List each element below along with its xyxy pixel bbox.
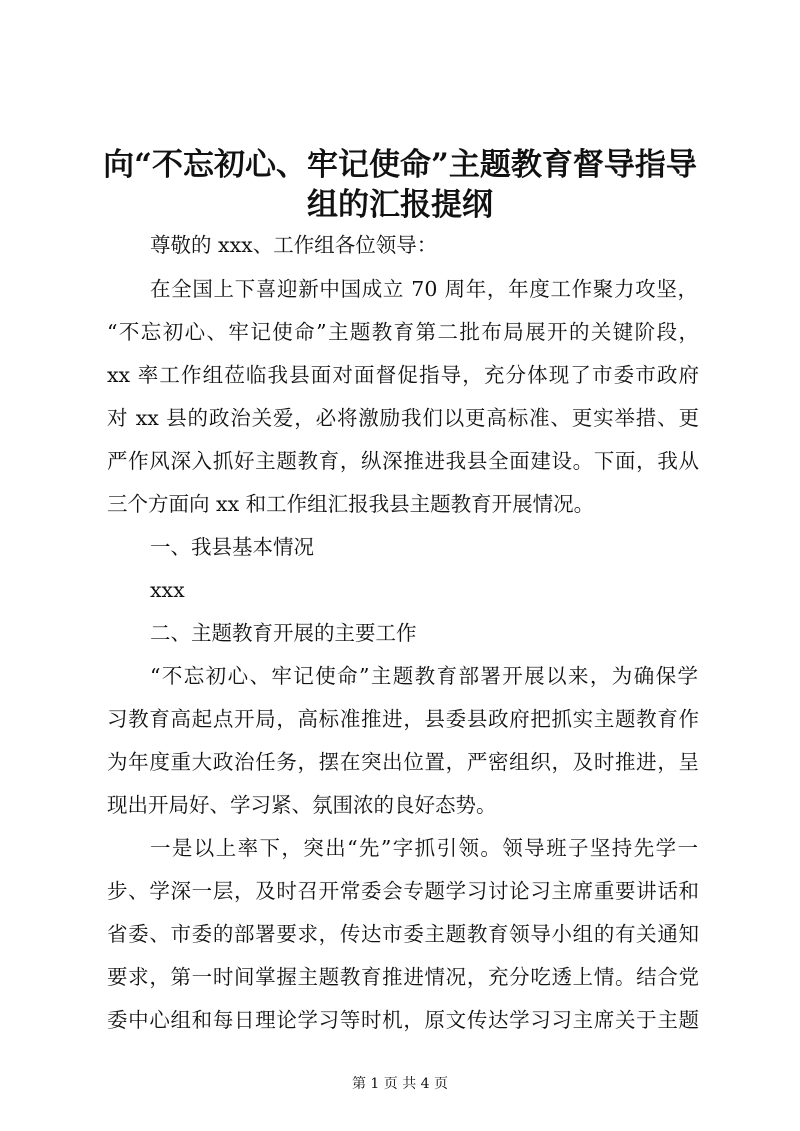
paragraph-line: 在全国上下喜迎新中国成立 70 周年，年度工作聚力攻坚， <box>150 277 698 301</box>
paragraph-line: 要求，第一时间掌握主题教育推进情况，充分吃透上情。结合党 <box>107 965 699 989</box>
paragraph-line: 步、学深一层，及时召开常委会专题学习讨论习主席重要讲话和 <box>107 879 699 903</box>
paragraph-line: 一是以上率下，突出“先”字抓引领。领导班子坚持先学一 <box>150 836 698 860</box>
salutation: 尊敬的 xxx、工作组各位领导： <box>150 233 438 257</box>
paragraph-line: 委中心组和每日理论学习等时机，原文传达学习习主席关于主题 <box>107 1008 699 1032</box>
paragraph-line: 为年度重大政治任务，摆在突出位置，严密组织，及时推进，呈 <box>107 750 699 774</box>
paragraph-line: 习教育高起点开局，高标准推进，县委县政府把抓实主题教育作 <box>107 707 699 731</box>
paragraph-line: “不忘初心、牢记使命”主题教育第二批布局展开的关键阶段， <box>107 320 699 344</box>
paragraph-line: “不忘初心、牢记使命”主题教育部署开展以来，为确保学 <box>150 664 698 688</box>
paragraph-line: 对 xx 县的政治关爱，必将激励我们以更高标准、更实举措、更 <box>107 406 699 430</box>
document-title-line-1: 向“不忘初心、牢记使命”主题教育督导指导 <box>103 147 697 183</box>
paragraph-line: xx 率工作组莅临我县面对面督促指导，充分体现了市委市政府 <box>107 363 699 387</box>
paragraph-line: 严作风深入抓好主题教育，纵深推进我县全面建设。下面，我从 <box>107 449 699 473</box>
section-heading-1: 一、我县基本情况 <box>150 535 314 559</box>
paragraph-line: 现出开局好、学习紧、氛围浓的良好态势。 <box>107 793 497 817</box>
section-1-body: xxx <box>150 578 185 602</box>
page-footer: 第 1 页 共 4 页 <box>351 1076 449 1092</box>
paragraph-line: 三个方面向 xx 和工作组汇报我县主题教育开展情况。 <box>107 492 595 516</box>
document-title-line-2: 组的汇报提纲 <box>307 187 493 223</box>
section-heading-2: 二、主题教育开展的主要工作 <box>150 621 417 645</box>
paragraph-line: 省委、市委的部署要求，传达市委主题教育领导小组的有关通知 <box>107 922 699 946</box>
